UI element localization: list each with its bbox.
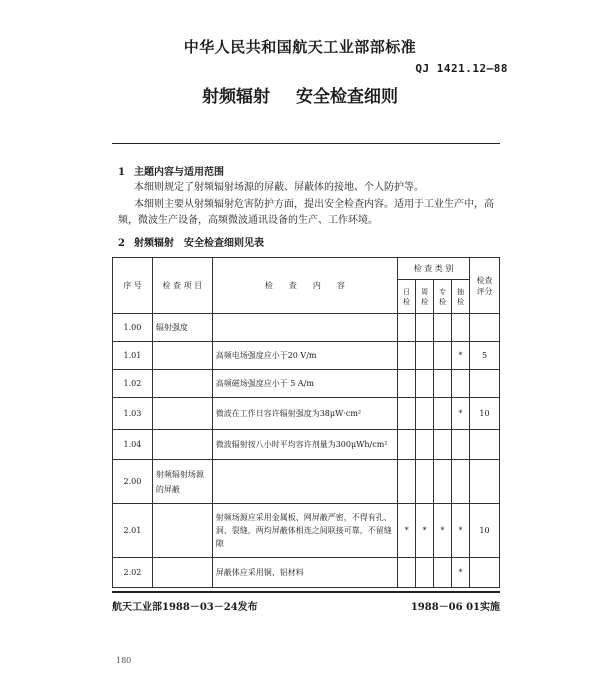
row-item	[152, 504, 212, 558]
row-score	[469, 460, 499, 504]
section-1-heading	[118, 163, 224, 178]
row-daily	[398, 342, 416, 370]
row-spot	[452, 430, 470, 460]
table-row	[113, 460, 500, 504]
row-daily	[398, 558, 416, 588]
table-row	[113, 398, 500, 430]
table-row	[113, 430, 500, 460]
table-row	[113, 342, 500, 370]
row-item	[152, 430, 212, 460]
row-content	[212, 314, 397, 342]
row-score	[469, 314, 499, 342]
row-score: 5	[469, 342, 499, 370]
table-row	[113, 504, 500, 558]
document-title	[0, 82, 600, 107]
row-score	[469, 370, 499, 398]
row-seq: 1.02	[113, 370, 153, 398]
row-periodic	[416, 430, 434, 460]
footer-rule	[112, 591, 500, 593]
row-spot: *	[452, 558, 470, 588]
row-periodic	[416, 314, 434, 342]
row-daily	[398, 398, 416, 430]
page-number: 180	[116, 656, 132, 665]
row-special	[434, 460, 452, 504]
row-seq: 1.04	[113, 430, 153, 460]
section-2-number: 2	[118, 238, 125, 249]
section-1-para-2: 本细则主要从射频辐射危害防护方面，提出安全检查内容。适用于工业生产中，高频，微波生产设备，高频微波通讯设备的生产、工作环境。	[118, 199, 494, 226]
table-row	[113, 558, 500, 588]
row-content: 射频场源应采用金属板、网屏蔽严密，不得有孔、洞、裂缝，两均屏蔽体相连之间联接可靠，不留缝隙	[212, 504, 397, 558]
header-content: 检 查 内 容	[212, 258, 397, 314]
row-special	[434, 314, 452, 342]
row-seq: 2.00	[113, 460, 153, 504]
row-periodic	[416, 370, 434, 398]
row-spot: *	[452, 342, 470, 370]
issue-date: 航天工业部1988－03－24发布	[112, 602, 258, 613]
row-special	[434, 370, 452, 398]
row-periodic	[416, 460, 434, 504]
row-item: 射频辐射场源的屏蔽	[152, 460, 212, 504]
row-seq: 1.00	[113, 314, 153, 342]
effective-date: 1988－06 01实施	[410, 602, 500, 613]
table-row	[113, 370, 500, 398]
row-periodic	[416, 558, 434, 588]
row-periodic	[416, 342, 434, 370]
inspection-table	[112, 257, 500, 588]
row-content	[212, 460, 397, 504]
header-daily: 日检	[398, 280, 416, 314]
row-content: 屏蔽体应采用铜、铝材料	[212, 558, 397, 588]
row-spot	[452, 314, 470, 342]
row-seq: 2.01	[113, 504, 153, 558]
header-spot: 抽检	[452, 280, 470, 314]
row-spot	[452, 460, 470, 504]
row-daily	[398, 430, 416, 460]
row-item	[152, 370, 212, 398]
row-periodic	[416, 398, 434, 430]
row-special	[434, 398, 452, 430]
row-special: *	[434, 504, 452, 558]
row-daily	[398, 314, 416, 342]
row-score	[469, 558, 499, 588]
row-periodic: *	[416, 504, 434, 558]
row-seq: 2.02	[113, 558, 153, 588]
header-seq: 序 号	[113, 258, 153, 314]
row-item	[152, 398, 212, 430]
row-spot: *	[452, 504, 470, 558]
row-content: 高频磁场强度应小于 5 A/m	[212, 370, 397, 398]
row-item: 辐射强度	[152, 314, 212, 342]
row-score: 10	[469, 398, 499, 430]
row-special	[434, 342, 452, 370]
row-daily	[398, 460, 416, 504]
row-seq: 1.03	[113, 398, 153, 430]
table-row	[113, 314, 500, 342]
section-1-para-1: 本细则规定了射频辐射场源的屏蔽、屏蔽体的接地、个人防护等。	[134, 182, 424, 193]
row-item	[152, 342, 212, 370]
document-title-right: 安全检查细则	[295, 87, 398, 107]
row-score: 10	[469, 504, 499, 558]
row-special	[434, 430, 452, 460]
row-score	[469, 430, 499, 460]
row-special	[434, 558, 452, 588]
section-1-number: 1	[118, 167, 125, 178]
row-seq: 1.01	[113, 342, 153, 370]
row-daily	[398, 370, 416, 398]
row-content: 微波辐射按八小时平均容许剂量为300μWh/cm²	[212, 430, 397, 460]
row-content: 高频电场强度应小于20 V/m	[212, 342, 397, 370]
header-special: 专检	[434, 280, 452, 314]
row-content: 微波在工作日容许辐射强度为38μW·cm²	[212, 398, 397, 430]
row-daily: *	[398, 504, 416, 558]
row-item	[152, 558, 212, 588]
header-item: 检 查 项 目	[152, 258, 212, 314]
header-rule	[112, 143, 500, 144]
row-spot	[452, 370, 470, 398]
section-2-heading	[118, 234, 264, 249]
header-periodic: 周检	[416, 280, 434, 314]
header-score: 检查评分	[469, 258, 499, 314]
section-2-title: 射频辐射 安全检查细则见表	[134, 238, 264, 249]
standard-code: QJ 1421.12—88	[415, 62, 508, 75]
header-category: 检 查 类 别	[398, 258, 470, 280]
document-title-left: 射频辐射	[202, 87, 271, 107]
standard-title: 中华人民共和国航天工业部部标准	[183, 38, 417, 56]
row-spot: *	[452, 398, 470, 430]
section-1-title: 主题内容与适用范围	[134, 167, 224, 178]
